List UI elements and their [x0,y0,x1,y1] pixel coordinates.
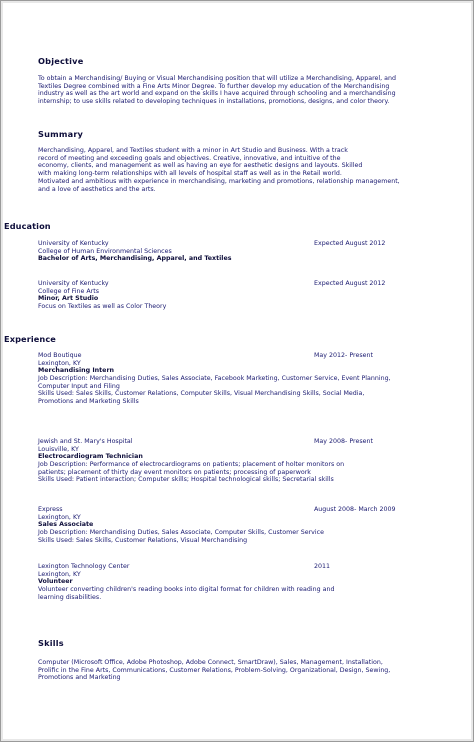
skills-line: Promotions and Marketing [38,674,121,682]
job-location: Louisville, KY [38,445,79,453]
job-location: Lexington, KY [38,513,81,521]
summary-line: and a love of aesthetics and the arts. [38,185,156,193]
college-name: College of Fine Arts [38,287,99,295]
summary-line: Motivated and ambitious with experience in merchandising, marketing and promotions, relationship management, [38,177,400,185]
degree-name: Minor, Art Studio [38,295,99,303]
skills-line: Prolific in the Fine Arts, Communications, Customer Relations, Problem-Solving, Organizational, Design, Sewing, [38,666,391,674]
objective-line: internship; to use skills related to developing techniques in installations, promotions, designs, and color theory. [38,98,390,106]
education-date: Expected August 2012 [314,240,386,247]
school-name: University of Kentucky [38,240,109,247]
objective-heading: Objective [38,56,84,66]
school-name: University of Kentucky [38,280,109,287]
experience-date: May 2008- Present [314,438,373,445]
job-detail-line: Skills Used: Sales Skills, Customer Relations, Visual Merchandising [38,536,248,544]
job-detail-line: Volunteer converting children's reading books into digital format for children with reading and [38,586,335,594]
job-detail-line: patients; placement of thirty day event monitors on patients; processing of paperwork [38,468,311,476]
experience-date: August 2008- March 2009 [314,506,396,513]
experience-entry [38,438,438,484]
experience-entry [38,352,438,406]
employer-name: Mod Boutique [38,352,82,359]
employer-name: Lexington Technology Center [38,563,130,570]
job-title: Sales Associate [38,521,94,529]
summary-line: with making long-term relationships with all levels of hospital staff as well as in the Retail world. [38,170,342,178]
summary-line: economy, clients, and management as well as having an eye for aesthetic designs and layouts. Skilled [38,162,363,170]
skills-text [38,659,434,682]
objective-line: industry as well as the art world and expand on the skills I have acquired through schooling and a merchandising [38,90,396,98]
job-detail-line: Computer Input and Filing [38,382,120,390]
education-date: Expected August 2012 [314,280,386,287]
objective-line: Textiles Degree combined with a Fine Arts Minor Degree. To further develop my education of the Merchandising [38,82,390,90]
objective-line: To obtain a Merchandising/ Buying or Visual Merchandising position that will utilize a Merchandising, Apparel, and [38,75,396,82]
summary-heading: Summary [38,129,84,139]
job-location: Lexington, KY [38,359,81,367]
summary-text [38,147,434,193]
experience-entry [38,563,438,601]
job-detail-line: Skills Used: Sales Skills, Customer Relations, Computer Skills, Visual Merchandising Skills, Social Media, [38,390,365,398]
objective-text [38,75,434,106]
college-name: College of Human Environmental Sciences [38,247,172,255]
job-title: Merchandising Intern [38,367,115,375]
summary-line: record of meeting and exceeding goals and objectives. Creative, innovative, and intuitive of the [38,154,341,162]
summary-line: Merchandising, Apparel, and Textiles student with a minor in Art Studio and Business. With a track [38,147,348,154]
job-detail-line: Job Description: Merchandising Duties, Sales Associate, Computer Skills, Customer Service [38,529,324,537]
job-detail-line: learning disabilities. [38,593,102,601]
job-detail-line: Skills Used: Patient interaction; Computer skills; Hospital technological skills; Secretarial skills [38,476,334,484]
job-title: Volunteer [38,578,73,586]
experience-heading: Experience [4,334,56,344]
job-detail-line: Promotions and Marketing Skills [38,398,139,406]
employer-name: Jewish and St. Mary's Hospital [38,438,133,445]
experience-entry [38,506,438,544]
degree-name: Bachelor of Arts, Merchandising, Apparel, and Textiles [38,255,232,263]
education-entry [38,240,438,263]
skills-line: Computer (Microsoft Office, Adobe Photoshop, Adobe Connect, SmartDraw), Sales, Management, Installation, [38,659,383,666]
job-detail-line: Job Description: Merchandising Duties, Sales Associate, Facebook Marketing, Customer Service, Event Planning, [38,375,391,383]
experience-date: 2011 [314,563,331,570]
experience-date: May 2012- Present [314,352,373,359]
job-detail-line: Job Description: Performance of electrocardiograms on patients; placement of holter monitors on [38,461,345,469]
employer-name: Express [38,506,63,513]
education-focus: Focus on Textiles as well as Color Theory [38,303,167,311]
education-heading: Education [4,221,51,231]
skills-heading: Skills [38,638,64,648]
education-entry [38,280,438,311]
job-location: Lexington, KY [38,570,81,578]
job-title: Electrocardiogram Technician [38,453,143,461]
